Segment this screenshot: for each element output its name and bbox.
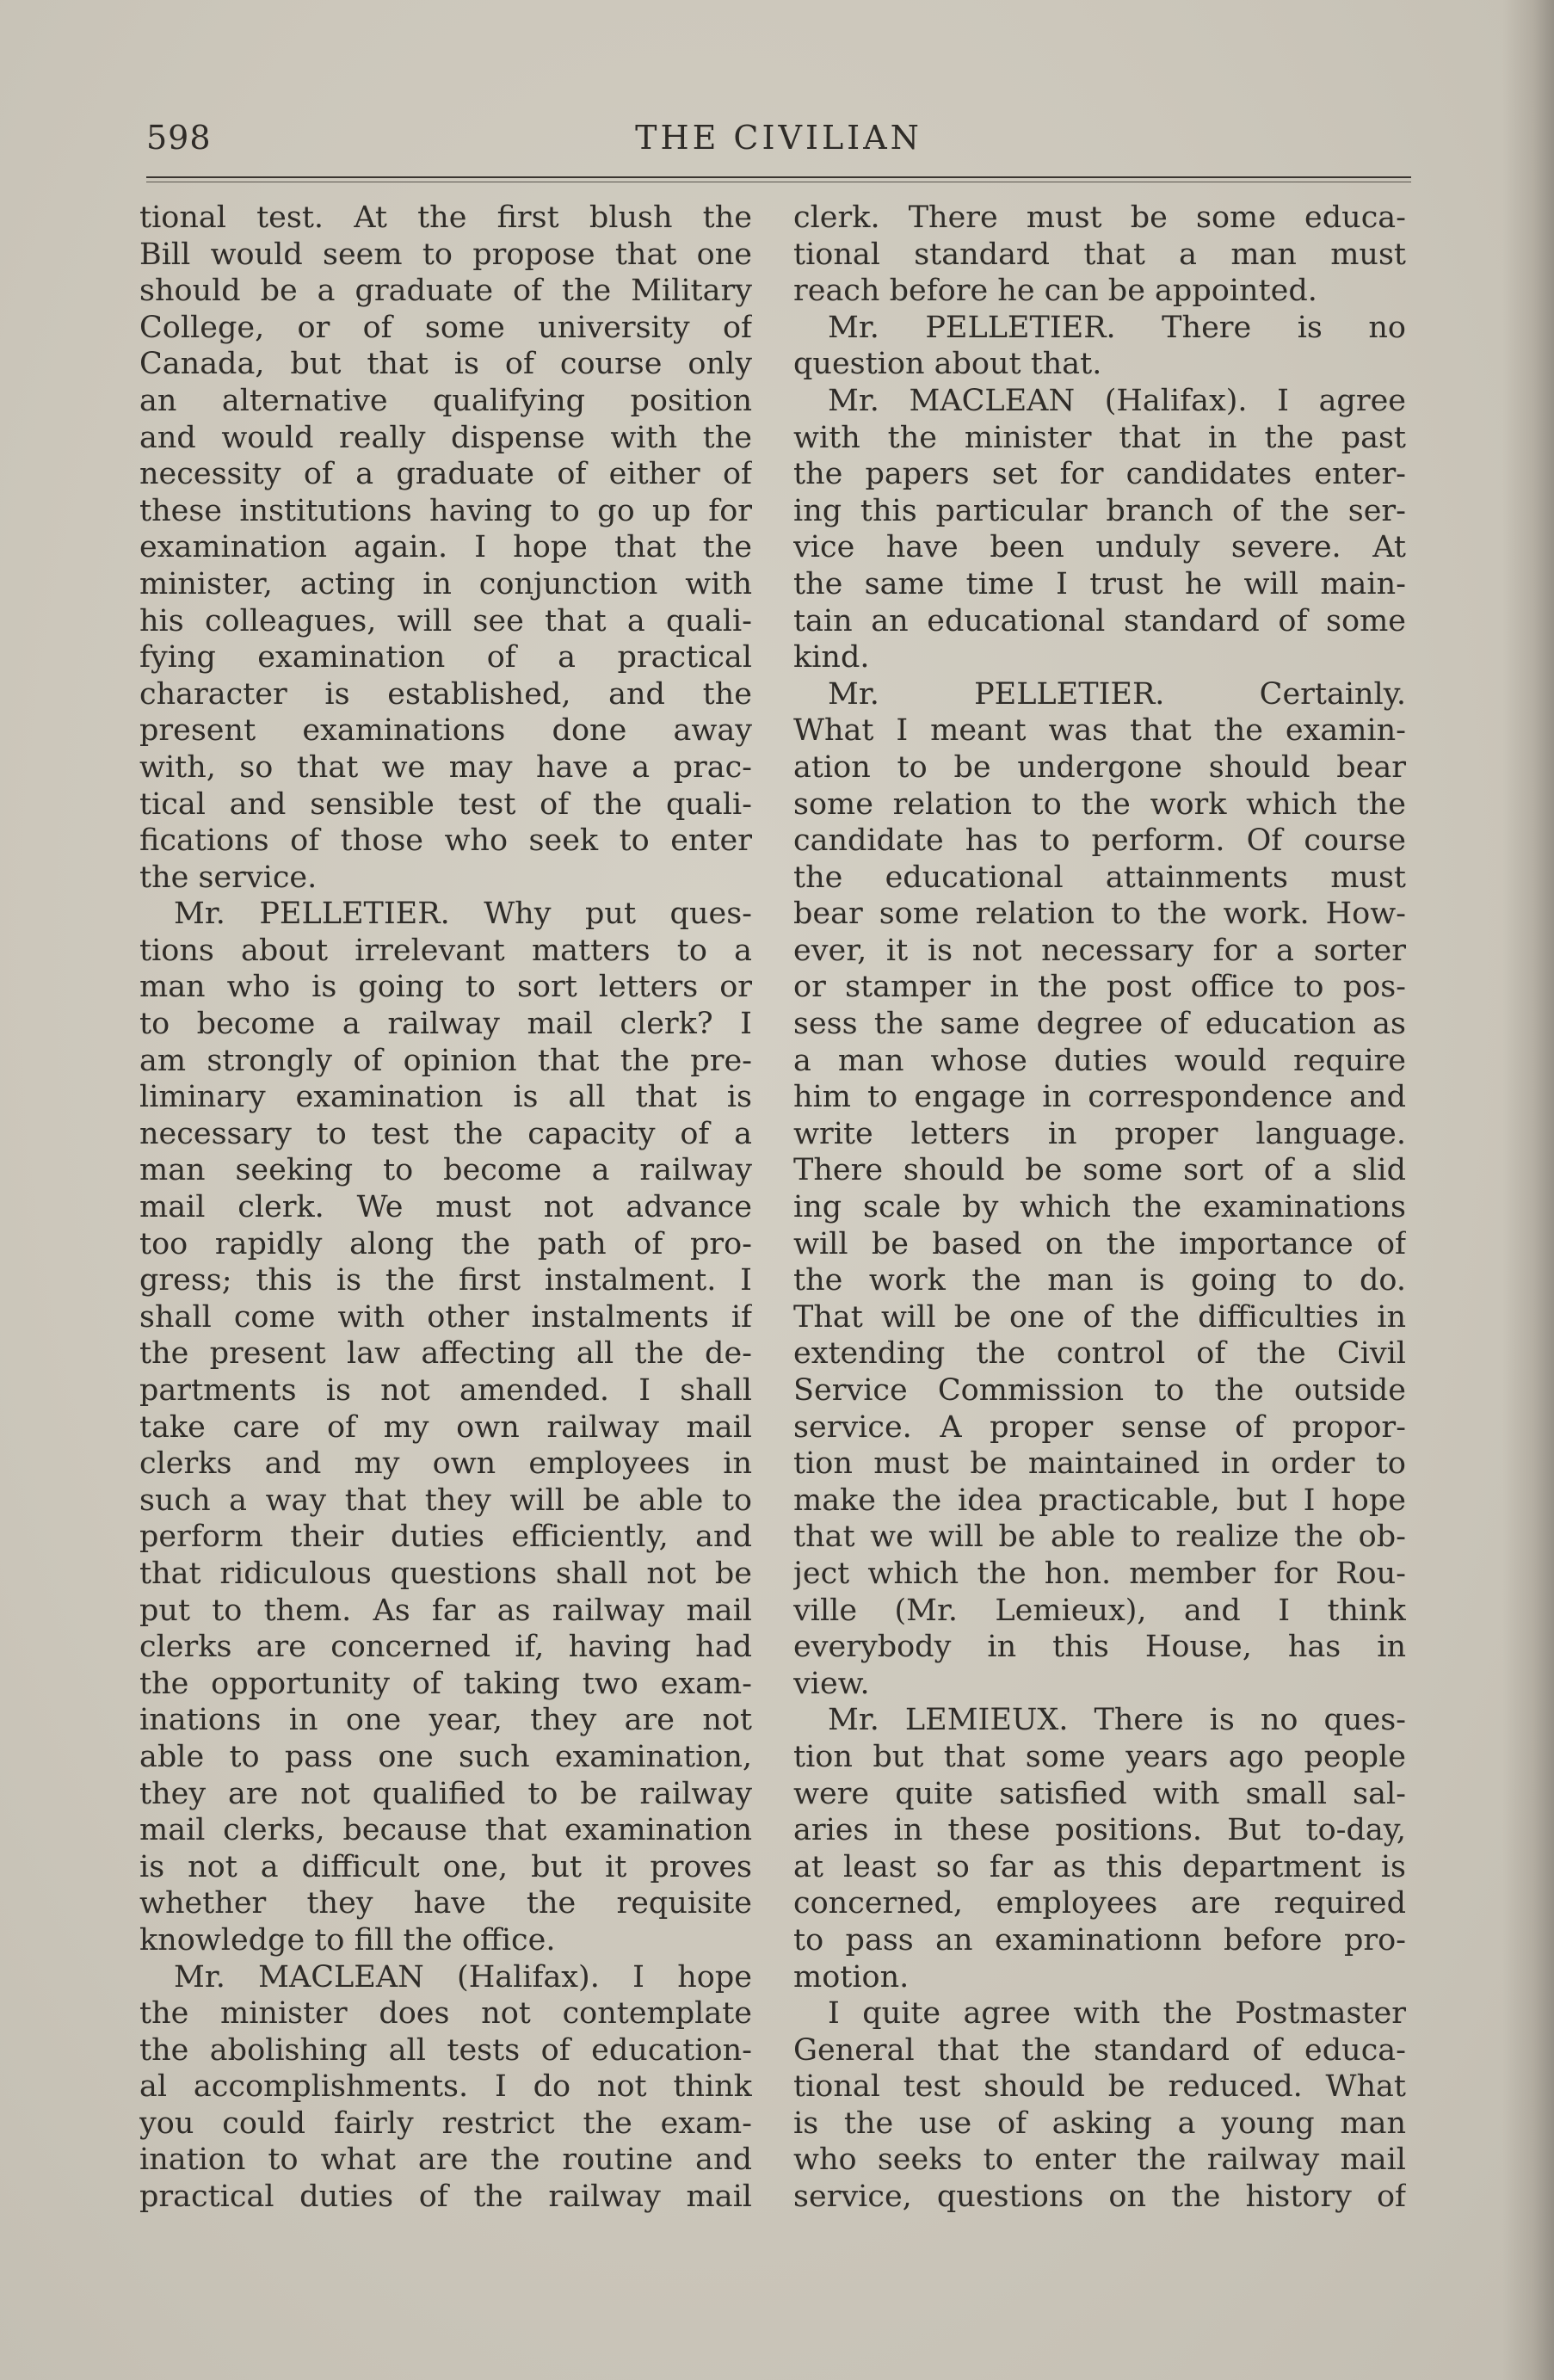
text-line: everybody in this House, has in (793, 1630, 1406, 1665)
text-line: will be based on the importance of (793, 1226, 1406, 1261)
text-line: to become a railway mail clerk? I (139, 1007, 752, 1042)
text-line: minister, acting in conjunction with (139, 566, 752, 601)
text-line: What I meant was that the examin- (793, 713, 1406, 749)
text-line: necessary to test the capacity of a (139, 1116, 752, 1151)
text-line: There should be some sort of a slid (793, 1153, 1406, 1188)
text-line: were quite satisfied with small sal- (793, 1776, 1406, 1811)
text-line: ing scale by which the examinations (793, 1190, 1406, 1225)
text-line: service. A proper sense of propor- (793, 1409, 1406, 1445)
text-line: they are not qualified to be railway (139, 1776, 752, 1811)
text-line: character is established, and the (139, 676, 752, 712)
text-line: practical duties of the railway mail (139, 2180, 752, 2215)
text-line: ever, it is not necessary for a sorter (793, 933, 1406, 968)
text-line: him to engage in correspondence and (793, 1080, 1406, 1115)
text-line: the minister does not contemplate (139, 1996, 752, 2032)
text-line: at least so far as this department is (793, 1849, 1406, 1884)
page-number: 598 (146, 119, 212, 157)
text-line: who seeks to enter the railway mail (793, 2143, 1406, 2178)
text-line: ing this particular branch of the ser- (793, 493, 1406, 528)
text-line: sess the same degree of education as (793, 1007, 1406, 1042)
text-line: clerks and my own employees in (139, 1446, 752, 1482)
text-line: a man whose duties would require (793, 1043, 1406, 1078)
text-line: that ridiculous questions shall not be (139, 1556, 752, 1591)
text-line: the abolishing all tests of education- (139, 2032, 752, 2068)
text-line: necessity of a graduate of either of (139, 457, 752, 492)
text-line: is the use of asking a young man (793, 2106, 1406, 2141)
text-line: the educational attainments must (793, 860, 1406, 895)
text-line: question about that. (793, 347, 1102, 382)
text-line: tional test should be reduced. What (793, 2069, 1406, 2105)
text-line: Bill would seem to propose that one (139, 237, 752, 272)
text-line: concerned, employees are required (793, 1886, 1406, 1921)
text-line: am strongly of opinion that the pre- (139, 1043, 752, 1078)
text-line: mail clerks, because that examination (139, 1813, 752, 1848)
text-line: reach before he can be appointed. (793, 274, 1317, 309)
text-line: the same time I trust he will main- (793, 566, 1406, 601)
text-line: should be a graduate of the Military (139, 274, 752, 309)
text-line: too rapidly along the path of pro- (139, 1226, 752, 1261)
text-line: you could fairly restrict the exam- (139, 2106, 752, 2141)
text-line: I quite agree with the Postmaster (828, 1996, 1406, 2032)
text-line: the service. (139, 860, 318, 895)
text-line: ject which the hon. member for Rou- (793, 1556, 1406, 1591)
text-line: Mr. LEMIEUX. There is no ques- (828, 1703, 1406, 1738)
text-line: clerks are concerned if, having had (139, 1630, 752, 1665)
text-line: take care of my own railway mail (139, 1409, 752, 1445)
text-line: motion. (793, 1959, 910, 1995)
text-line: tions about irrelevant matters to a (139, 933, 752, 968)
text-line: to pass an examinationn before pro- (793, 1922, 1406, 1958)
text-line: knowledge to fill the office. (139, 1922, 556, 1958)
text-line: candidate has to perform. Of course (793, 823, 1406, 859)
text-line: That will be one of the difficulties in (793, 1299, 1406, 1335)
text-line: the present law affecting all the de- (139, 1336, 752, 1372)
running-title: THE CIVILIAN (635, 119, 922, 157)
text-line: partments is not amended. I shall (139, 1373, 752, 1408)
text-line: al accomplishments. I do not think (139, 2069, 752, 2105)
text-line: man who is going to sort letters or (139, 970, 752, 1005)
text-line: his colleagues, will see that a quali- (139, 603, 752, 638)
text-line: Mr. PELLETIER. Certainly. (828, 676, 1406, 712)
text-line: liminary examination is all that is (139, 1080, 752, 1115)
text-line: an alternative qualifying position (139, 383, 752, 418)
text-line: or stamper in the post office to pos- (793, 970, 1406, 1005)
text-line: that we will be able to realize the ob- (793, 1520, 1406, 1555)
text-line: such a way that they will be able to (139, 1483, 752, 1518)
text-line: the work the man is going to do. (793, 1263, 1406, 1298)
text-line: fications of those who seek to enter (139, 823, 752, 859)
page-edge-shadow (1502, 0, 1554, 2380)
text-line: Mr. MACLEAN (Halifax). I hope (174, 1959, 752, 1995)
text-line: with, so that we may have a prac- (139, 749, 752, 785)
text-line: the papers set for candidates enter- (793, 457, 1406, 492)
text-line: Mr. PELLETIER. There is no (828, 310, 1406, 345)
text-line: College, or of some university of (139, 310, 752, 345)
text-line: whether they have the requisite (139, 1886, 752, 1921)
text-line: ation to be undergone should bear (793, 749, 1406, 785)
text-line: ville (Mr. Lemieux), and I think (793, 1593, 1406, 1628)
text-line: these institutions having to go up for (139, 493, 752, 528)
page-header (146, 119, 1411, 170)
text-line: aries in these positions. But to-day, (793, 1813, 1406, 1848)
text-line: bear some relation to the work. How- (793, 897, 1406, 932)
text-line: tical and sensible test of the quali- (139, 786, 752, 822)
text-line: is not a difficult one, but it proves (139, 1849, 752, 1884)
text-line: Canada, but that is of course only (139, 347, 752, 382)
text-line: extending the control of the Civil (793, 1336, 1406, 1372)
text-line: Mr. MACLEAN (Halifax). I agree (828, 383, 1406, 418)
text-line: make the idea practicable, but I hope (793, 1483, 1406, 1518)
text-line: ination to what are the routine and (139, 2143, 752, 2178)
text-line: examination again. I hope that the (139, 530, 752, 565)
text-line: service, questions on the history of (793, 2180, 1406, 2215)
text-line: fying examination of a practical (139, 640, 752, 675)
text-line: tain an educational standard of some (793, 603, 1406, 638)
text-line: gress; this is the first instalment. I (139, 1263, 752, 1298)
text-line: Service Commission to the outside (793, 1373, 1406, 1408)
text-line: tion but that some years ago people (793, 1739, 1406, 1774)
text-line: kind. (793, 640, 870, 675)
text-line: the opportunity of taking two exam- (139, 1666, 752, 1701)
text-line: tional standard that a man must (793, 237, 1406, 272)
header-rule (146, 176, 1411, 178)
text-line: tion must be maintained in order to (793, 1446, 1406, 1482)
text-line: and would really dispense with the (139, 420, 752, 455)
text-line: write letters in proper language. (793, 1116, 1406, 1151)
text-line: shall come with other instalments if (139, 1299, 752, 1335)
right-column (793, 200, 1406, 2216)
text-line: clerk. There must be some educa- (793, 200, 1406, 235)
text-line: vice have been unduly severe. At (793, 530, 1406, 565)
text-line: view. (793, 1666, 870, 1701)
text-line: able to pass one such examination, (139, 1739, 752, 1774)
text-line: perform their duties efficiently, and (139, 1520, 752, 1555)
text-line: General that the standard of educa- (793, 2032, 1406, 2068)
text-line: present examinations done away (139, 713, 752, 749)
text-line: with the minister that in the past (793, 420, 1406, 455)
text-line: Mr. PELLETIER. Why put ques- (174, 897, 752, 932)
text-line: some relation to the work which the (793, 786, 1406, 822)
text-line: inations in one year, they are not (139, 1703, 752, 1738)
text-line: mail clerk. We must not advance (139, 1190, 752, 1225)
text-line: put to them. As far as railway mail (139, 1593, 752, 1628)
left-column (139, 200, 752, 2216)
text-line: man seeking to become a railway (139, 1153, 752, 1188)
text-line: tional test. At the first blush the (139, 200, 752, 235)
